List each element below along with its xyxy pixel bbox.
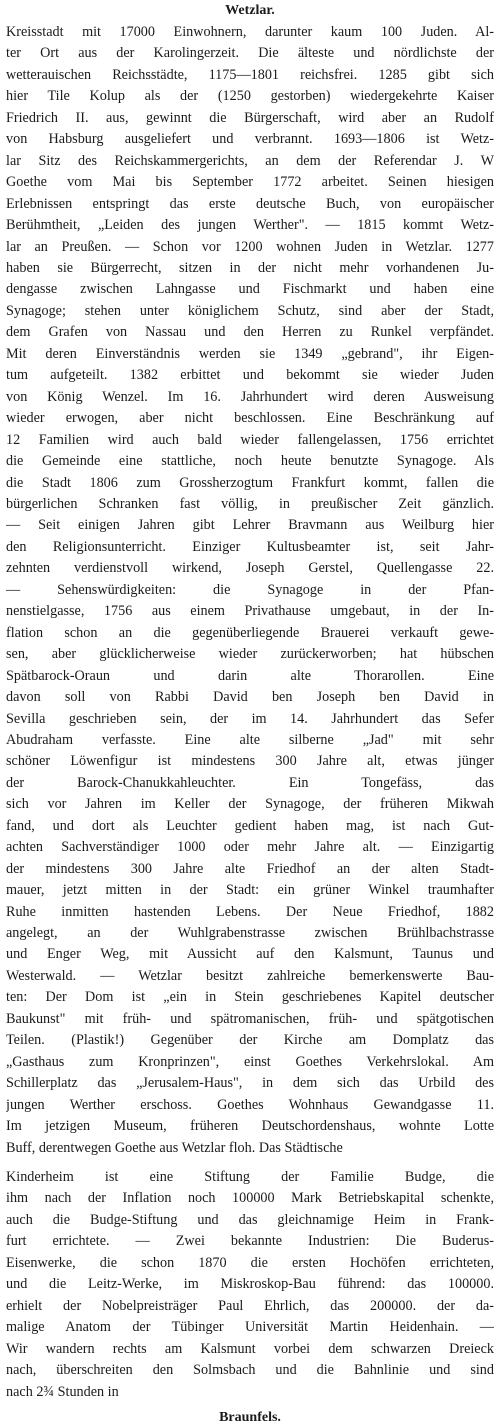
text-line: tum aufgeteilt. 1382 erbittet und bekommt sie wieder Juden: [6, 367, 494, 384]
text-line: Berühmtheit, „Leiden des jungen Werther". — 1815 kommt Wetz-: [6, 217, 494, 234]
text-line: erhielt der Nobelpreisträger Paul Ehrlich, das 200000. der da-: [6, 1297, 494, 1314]
text-line: zehnten verdienstvoll wirkend, Joseph Gerstel, Quellengasse 22.: [6, 560, 494, 577]
text-line: nenstielgasse, 1756 aus einem Privathause umgebaut, in der In-: [6, 603, 494, 620]
text-line: achten Sachverständiger 1000 oder mehr Jahre alt. — Einzigartig: [6, 839, 494, 856]
text-line: Friedrich II. aus, gewinnt die Bürgerschaft, wird aber an Rudolf: [6, 109, 494, 126]
text-line: davon soll von Rabbi David ben Joseph ben David in: [6, 689, 494, 706]
text-line: dengasse zwischen Lahngasse und Fischmarkt und haben eine: [6, 281, 494, 298]
text-line: Wir wandern rechts am Kalsmunt vorbei dem schwarzen Dreieck: [6, 1340, 494, 1357]
text-line: malige Anatom der Tübinger Universität Martin Heidenhain. —: [6, 1319, 494, 1336]
text-line: Erlebnissen entspringt das erste deutsche Buch, von europäischer: [6, 195, 494, 212]
text-line: hier Tile Kolup als der (1250 gestorben) wiedergekehrte Kaiser: [6, 88, 494, 105]
text-line: schöner Löwenfigur ist mindestens 300 Jahre alt, etwas jünger: [6, 753, 494, 770]
text-line: haben sie Bürgerrecht, sitzen in der nicht mehr vorhandenen Ju-: [6, 259, 494, 276]
text-line: nach 2¾ Stunden in: [6, 1383, 119, 1400]
page-heading: Wetzlar.: [225, 3, 275, 18]
text-line: von König Wenzel. Im 16. Jahrhundert wird deren Ausweisung: [6, 388, 494, 405]
text-line: Baukunst" mit früh- und spätromanischen, früh- und spätgotischen: [6, 1010, 494, 1027]
text-line: der Barock-Chanukkahleuchter. Ein Tongefäss, das: [6, 774, 494, 791]
text-line: Synagoge; stehen unter königlichem Schutz, sind aber der Stadt,: [6, 302, 494, 319]
text-line: sich vor Jahren im Keller der Synagoge, der früheren Mikwah: [6, 796, 494, 813]
text-line: auch die Budge-Stiftung und das gleichnamige Heim in Frank-: [6, 1211, 494, 1228]
text-line: flation schon an die gegenüberliegende Brauerei verkauft gewe-: [6, 624, 494, 641]
text-line: Kreisstadt mit 17000 Einwohnern, darunter kaum 100 Juden. Al-: [6, 24, 494, 40]
text-line: Eisenwerke, die schon 1870 die ersten Hochöfen errichteten,: [6, 1254, 494, 1271]
text-line: bürgerlichen Schranken fast völlig, in preußischer Zeit gänzlich.: [6, 495, 494, 512]
text-line: dem Grafen von Nassau und den Herren zu Runkel verpfändet.: [6, 324, 494, 341]
text-line: wetterauischen Reichsstädte, 1175—1801 reichsfrei. 1285 gibt sich: [6, 66, 494, 83]
text-line: Kinderheim ist eine Stiftung der Familie Budge, die: [6, 1169, 494, 1186]
text-line: angelegt, an der Wuhlgrabenstrasse zwischen Brühlbachstrasse: [6, 925, 494, 942]
text-line: Sevilla geschrieben sein, der im 14. Jahrhundert das Sefer: [6, 710, 494, 727]
text-line: und Enger Weg, mit Aussicht auf den Kalsmunt, Taunus und: [6, 946, 494, 963]
text-line: die Stadt 1806 zum Grossherzogtum Frankfurt kommt, fallen die: [6, 474, 494, 491]
text-line: Teilen. (Plastik!) Gegenüber der Kirche am Domplatz das: [6, 1032, 494, 1049]
text-line: von Habsburg ausgeliefert und verbrannt. 1693—1806 ist Wetz-: [6, 131, 494, 148]
text-line: Im jetzigen Museum, früheren Deutschordenshaus, wohnte Lotte: [6, 1118, 494, 1135]
text-line: ihm nach der Inflation noch 100000 Mark Betriebskapital schenkte,: [6, 1190, 494, 1207]
document-page: [6, 2, 494, 1427]
text-line: ten: Der Dom ist „ein in Stein geschriebenes Kapitel deutscher: [6, 989, 494, 1006]
text-line: „Gasthaus zum Kronprinzen", einst Goethes Verkehrslokal. Am: [6, 1053, 494, 1070]
text-line: Schillerplatz das „Jerusalem-Haus", in dem sich das Urbild des: [6, 1075, 494, 1092]
text-line: mauer, jetzt mitten in der Stadt: ein grüner Winkel traumhafter: [6, 882, 494, 899]
text-line: Buff, derentwegen Goethe aus Wetzlar floh. Das Städtische: [6, 1139, 343, 1156]
text-line: ter Ort aus der Karolingerzeit. Die älteste und nördlichste der: [6, 45, 494, 62]
next-section-heading: Braunfels.: [219, 1410, 281, 1425]
text-line: 12 Familien wird auch bald wieder fallengelassen, 1756 errichtet: [6, 431, 494, 448]
text-line: jungen Werther erschoss. Goethes Wohnhaus Gewandgasse 11.: [6, 1096, 494, 1113]
body-text-part-2: [6, 1167, 494, 1403]
text-line: Spätbarock-Oraun und darin alte Thorarollen. Eine: [6, 667, 494, 684]
text-line: lar an Preußen. — Schon vor 1200 wohnen Juden in Wetzlar. 1277: [6, 238, 494, 255]
text-line: Mit deren Einverständnis werden sie 1349 „gebrand", ihr Eigen-: [6, 345, 494, 362]
text-line: wieder erwogen, aber nicht beschlossen. Eine Beschränkung auf: [6, 410, 494, 427]
text-line: Ruhe inmitten hastenden Lebens. Der Neue Friedhof, 1882: [6, 903, 494, 920]
text-line: lar Sitz des Reichskammergerichts, an dem der Referendar J. W: [6, 152, 494, 169]
text-line: nach, überschreiten den Solmsbach und die Bahnlinie und sind: [6, 1362, 494, 1379]
text-line: fand, und dort als Leuchter gedient haben mag, ist nach Gut-: [6, 817, 494, 834]
body-text-part-1: [6, 22, 494, 1159]
text-line: Abudraham verfasste. Eine alte silberne „Jad" mit sehr: [6, 731, 494, 748]
paragraph-gap: [6, 1159, 494, 1167]
text-line: die Gemeinde eine stattliche, noch heute benutzte Synagoge. Als: [6, 453, 494, 470]
text-line: furt errichtete. — Zwei bekannte Industrien: Die Buderus-: [6, 1233, 494, 1250]
text-line: Goethe vom Mai bis September 1772 arbeitet. Seinen hiesigen: [6, 174, 494, 191]
text-line: den Religionsunterricht. Einziger Kultusbeamter ist, seit Jahr-: [6, 538, 494, 555]
text-line: sen, aber glücklicherweise wieder zurückerworben; hat hübschen: [6, 646, 494, 663]
text-line: — Sehenswürdigkeiten: die Synagoge in der Pfan-: [6, 581, 494, 598]
text-line: und die Leitz-Werke, im Miskroskop-Bau führend: das 100000.: [6, 1276, 494, 1293]
text-line: der mindestens 300 Jahre alte Friedhof an der alten Stadt-: [6, 860, 494, 877]
text-line: Westerwald. — Wetzlar besitzt zahlreiche bemerkenswerte Bau-: [6, 967, 494, 984]
text-line: — Seit einigen Jahren gibt Lehrer Bravmann aus Weilburg hier: [6, 517, 494, 534]
